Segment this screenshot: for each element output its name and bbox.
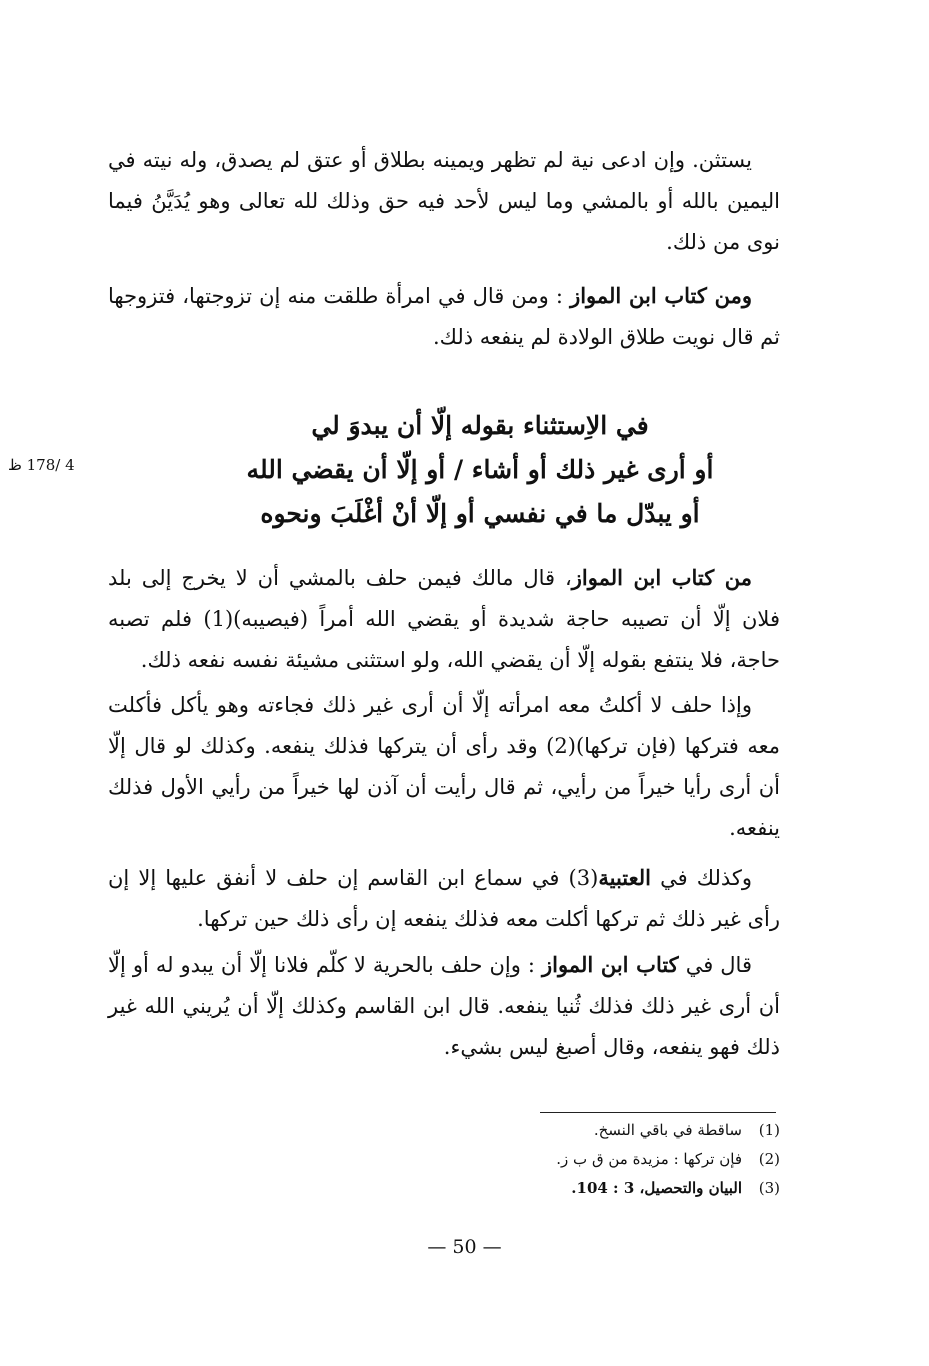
footnote-text: البيان والتحصيل، 3 : 104. (571, 1179, 742, 1197)
paragraph-6-start: قال في (678, 953, 752, 977)
footnote-item (420, 1145, 780, 1174)
paragraph-5-text: (3) في سماع ابن القاسم إن حلف لا أنفق عليها إلا إن رأى غير ذلك ثم تركها أكلت معه فذلك ينفعه إن رأى ذلك حين تركها. (108, 866, 780, 931)
heading-line-2: أو أرى غير ذلك أو أشاء / أو إلّا أن يقضي الله (246, 455, 714, 484)
footnote-item (420, 1116, 780, 1145)
top-text-block (108, 140, 780, 358)
source-title: العتبية (598, 865, 651, 890)
source-title: ومن كتاب ابن المواز (570, 283, 752, 308)
paragraph-3-text: ، قال مالك فيمن حلف بالمشي أن لا يخرج إلى بلد فلان إلّا أن تصيبه حاجة شديدة أو يقضي الله أمراً (فيصيبه)(1) فلم تصبه حاجة، فلا ينتفع بقوله إلّا أن يقضي الله، ولو استثنى مشيئة نفسه نفعه ذلك. (108, 566, 780, 672)
heading-line-1: في الاِستثناء بقوله إلّا أن يبدوَ لي (311, 411, 649, 440)
paragraph-5-start: وكذلك في (650, 866, 752, 890)
paragraph-5 (108, 857, 780, 940)
footnote-text: فإن تركها : مزيدة من ق ب ز. (556, 1150, 742, 1168)
paragraph-3 (108, 557, 780, 681)
footnote-divider (540, 1112, 776, 1113)
paragraph-6 (108, 944, 780, 1068)
footnote-number: (3) (758, 1179, 780, 1197)
footnote-text: ساقطة في باقي النسخ. (593, 1121, 742, 1139)
footnote-item (420, 1174, 780, 1203)
paragraph-6-text: : وإن حلف بالحرية لا كلّم فلانا إلّا أن يبدو له أو إلّا أن أرى غير ذلك فذلك ثُنيا ينفعه. قال ابن القاسم وكذلك إلّا أن يُريني الله غير ذلك فهو ينفعه، وقال أصبغ ليس بشيء. (108, 953, 780, 1059)
paragraph-2 (108, 275, 780, 358)
paragraph-2-text: : ومن قال في امرأة طلقت منه إن تزوجتها، فتزوجها ثم قال نويت طلاق الولادة لم ينفعه ذلك. (108, 284, 780, 349)
paragraph-1: يستثن. وإن ادعى نية لم تظهر ويمينه بطلاق أو عتق لم يصدق، وله نيته في اليمين بالله أو بالمشي وما ليس لأحد فيه حق وذلك لله تعالى وهو يُدَيَّنُ فيما نوى من ذلك. (108, 148, 780, 254)
main-text-block (108, 557, 780, 1068)
footnotes (420, 1116, 780, 1203)
source-title: كتاب ابن المواز (541, 952, 679, 977)
footnote-number: (1) (758, 1121, 780, 1139)
heading-line-3: أو يبدّل ما في نفسي أو إلّا أنْ أغْلَبَ ونحوه (260, 499, 700, 528)
footnote-number: (2) (758, 1150, 780, 1168)
margin-folio-note: 4 /178 ظ (8, 456, 75, 474)
paragraph-4: وإذا حلف لا أكلتُ معه امرأته إلّا أن أرى غير ذلك فجاءته وهو يأكل فأكلت معه فتركها (فإن تركها)(2) وقد رأى أن يتركها فذلك ينفعه. وكذلك لو قال إلّا أن أرى رأيا خيراً من رأيي، ثم قال رأيت أن آذن لها خيراً من رأيي الأول فذلك ينفعه. (108, 693, 780, 840)
source-title: من كتاب ابن المواز (571, 565, 752, 590)
page-number: — 50 — (427, 1236, 502, 1258)
section-heading (180, 404, 780, 536)
